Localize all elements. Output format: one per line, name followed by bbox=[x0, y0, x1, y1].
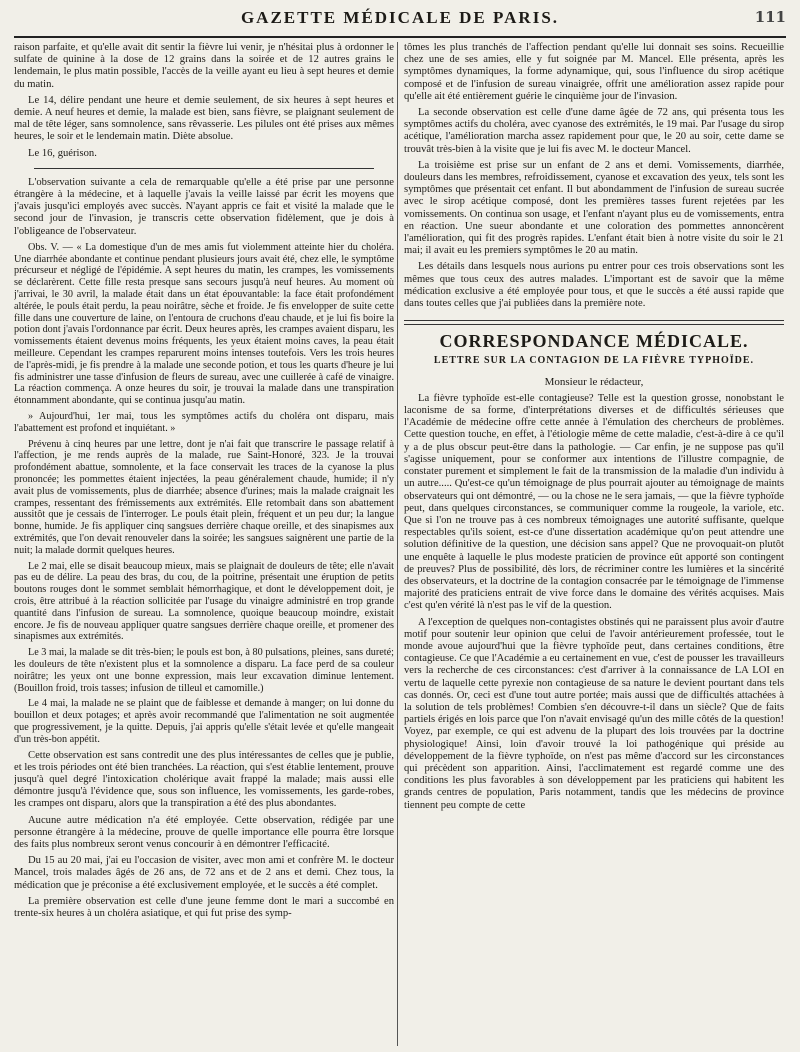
right-paragraph-4: Les détails dans lesquels nous aurions pu entrer pour ces trois observations sont les mêmes que tous ceux des autres malades. L'important est de savoir que la même médication exclusive a été employée pour tous, et que le succès a été aussi rapide que dans toutes celles que j'ai publiées dans la première note. bbox=[404, 261, 784, 310]
left-paragraph-8: Le 2 mai, elle se disait beaucoup mieux, mais se plaignait de douleurs de tête; elle n'avait pas eu de délire. La peau des bras, du cou, de la poitrine, présentait une éruption de petits boutons rouges dont le sommet semblait hémorrhagique, et dont le développement doit, je crois, être attribué à la réaction sollicitée par l'usage du vinaigre administré en trop grande quantité dans l'infusion de sureau. La somnolence, quoique beaucoup moindre, existait encore. Je fis de nouveau appliquer quatre sangsues derrière chaque oreille, et promener des sinapismes aux extrémités. bbox=[14, 560, 394, 643]
left-paragraph-9: Le 3 mai, la malade se dit très-bien; le pouls est bon, à 80 pulsations, pleines, sans dureté; les douleurs de tête n'existent plus et la somnolence a disparu. La face perd de sa couleur noirâtre; les yeux ont une bonne expression, mais leur excavation diminue lentement. (Bouillon froid, trois tasses; infusion de tilleul et camomille.) bbox=[14, 647, 394, 694]
right-paragraph-6: A l'exception de quelques non-contagistes obstinés qui ne paraissent plus avoir d'autre motif pour soutenir leur opinion que celui de l'avoir antérieurement professée, tout le monde avoue aujourd'hui que la fièvre typhoïde peut, dans certaines conditions, être contagieuse. Ce que l'Académie a eu certainement en vue, c'est de pousser les travailleurs vers la recherche de ces circonstances: c'est d'arriver à la connaissance de LA LOI en vertu de laquelle cette pyrexie non contagieuse de sa nature le devient pourtant dans tels cas donnés. Or, ceci est d'une tout autre portée; mais aussi que de difficultés attachées à la solution de tels problèmes! Combien s'en découvre-t-il dans un siècle? Que de faits partiels érigés en lois parce que l'on n'avait envisagé qu'un des mille côtés de la question! Voyez, par exemple, ce qui est advenu de la plupart des lois trouvées par la doctrine physiologique! Ainsi, loin d'avoir trouvé la loi pathogénique qui préside au développement de la fièvre typhoïde, on n'est pas même d'accord sur les circonstances qui précèdent son apparition. Ainsi, l'acclimatement est regardé comme une des conditions les plus favorables à son développement par les praticiens qui habitent les grands centres de population, Paris notamment, tandis que les médecins de province tiennent peu compte de cette bbox=[404, 616, 784, 811]
left-column bbox=[14, 42, 394, 1046]
page-number: 111 bbox=[754, 8, 786, 26]
salutation: Monsieur le rédacteur, bbox=[544, 375, 644, 388]
section-double-rule bbox=[404, 320, 784, 325]
left-paragraph-1: raison parfaite, et qu'elle avait dit sentir la fièvre lui venir, je n'hésitai plus à ordonner le sulfate de quinine à la dose de 12 grains dans la soirée et de 12 autres grains le lendemain, le plus matin possible, l'accès de la veille ayant eu lieu à sept heures et demie du matin. bbox=[14, 42, 394, 90]
left-paragraph-12: Aucune autre médication n'a été employée. Cette observation, rédigée par une personne étrangère à la médecine, prouve de quelle importance elle pourra être lorsque des faits plus nombreux seront venus concourir à en démontrer l'efficacité. bbox=[14, 814, 394, 850]
left-paragraph-10: Le 4 mai, la malade ne se plaint que de faiblesse et demande à manger; on lui donne du bouillon et deux potages; et après avoir recommandé que l'alimentation ne soit augmentée que progressivement, je la quitte. Depuis, j'ai appris qu'elle s'était levée et qu'elle mangeait d'un très-bon appétit. bbox=[14, 698, 394, 745]
separator-rule bbox=[34, 168, 374, 169]
masthead-title: GAZETTE MÉDICALE DE PARIS. bbox=[240, 8, 560, 27]
left-paragraph-14: La première observation est celle d'une jeune femme dont le mari a succombé en trente-six heures à un choléra asiatique, et qui fut prise des symp- bbox=[14, 895, 394, 919]
left-paragraph-13: Du 15 au 20 mai, j'ai eu l'occasion de visiter, avec mon ami et confrère M. le docteur Mancel, trois malades âgés de 26 ans, de 72 ans et de 2 ans et demi. Chez tous, la médication que je préconise a été exclusivement employée, et le succès a été complet. bbox=[14, 855, 394, 891]
left-paragraph-7: Prévenu à cinq heures par une lettre, dont je n'ai fait que transcrire le passage relatif à l'affection, je me rends auprès de la malade, rue Saint-Honoré, 323. Je la trouvai profondément abattue, somnolente, et la face conservait les traces de la cyanose la plus prononcée; les pommettes étaient injectées, la peau généralement chaude, humide; il n'y avait plus de vomissements, plus de diarrhée; absence d'urines; mais la malade craignait les crampes, ressentant des frémissements aux extrémités. Elle retombait dans son abattement aussitôt que je cessais de l'interroger. Le pouls était plein, fréquent et un peu dur; la langue bonne, humide. Je fis appliquer cinq sangsues derrière chaque oreille, et des sinapismes aux extrémités, que l'on devait renouveler dans la soirée; les sangsues saignèrent une partie de la nuit; la malade dormit quelques heures. bbox=[14, 438, 394, 556]
section-title: CORRESPONDANCE MÉDICALE. bbox=[439, 331, 749, 352]
left-paragraph-4: L'observation suivante a cela de remarquable qu'elle a été prise par une personne étrangère à la médecine, et à laquelle j'avais la veille laissé par écrit les moyens que j'avais jusqu'ici employés avec succès. N'ayant appris ce fait et visité la malade que le second jour de l'invasion, je transcris cette observation fidèlement, que je dois à l'obligeance de l'observateur. bbox=[14, 176, 394, 237]
letter-subtitle: LETTRE SUR LA CONTAGION DE LA FIÈVRE TYPHOÏDE. bbox=[433, 355, 755, 367]
observation-v-continued: » Aujourd'hui, 1er mai, tous les symptômes actifs du choléra ont disparu, mais l'abattement est profond et inquiétant. » bbox=[14, 411, 394, 434]
header-rule bbox=[14, 36, 786, 38]
left-paragraph-2: Le 14, délire pendant une heure et demie seulement, de six heures à sept heures et demie. A neuf heures et demie, la malade est bien, sans fièvre, se plaignant seulement de mal de tête léger, sans somnolence, sans rêvasserie. Les pilules ont été prises aux mêmes heures, le soir et le lendemain matin. Diète absolue. bbox=[14, 94, 394, 143]
column-divider bbox=[397, 42, 398, 1046]
right-paragraph-2: La seconde observation est celle d'une dame âgée de 72 ans, qui présenta tous les symptômes actifs du choléra, avec cyanose des extrémités, le 19 mai. Par l'usage du sirop acétique, l'amélioration marcha assez rapidement pour que, le 20 au soir, cette dame se trouvât très-bien à la visite que je lui fis avec M. le docteur Mancel. bbox=[404, 107, 784, 155]
left-paragraph-3: Le 16, guérison. bbox=[28, 147, 97, 159]
right-paragraph-5: La fièvre typhoïde est-elle contagieuse? Telle est la question grosse, nonobstant le laconisme de sa forme, d'interprétations diverses et de difficultés sérieuses que l'Académie de médecine offre cette année à l'émulation des chercheurs de problèmes. Cette question touche, en effet, à l'étiologie même de cette maladie, c'est-à-dire à ce qu'il y a de plus obscur peut-être dans la pathologie. — Car enfin, je ne suppose pas qu'il s'agisse uniquement, pour se conformer aux intentions de l'illustre compagnie, de constater purement et simplement le fait de la transmission de la maladie d'un individu à un autre..... Qu'est-ce qu'un témoignage de plus pourrait ajouter au témoignage de maints observateurs qui ont démontré, — ou la chose ne le sera jamais, — que la fièvre typhoïde peut, dans quelques circonstances, se communiquer comme la rougeole, la variole, etc. Que si l'on ne trouve pas à ces nombreux témoignages une autorité suffisante, quelque respectables qu'ils soient, est-ce d'une dissertation académique qu'on peut attendre une solution définitive de la question, une décision sans appel? Que ne provoquait-on plutôt une enquête à laquelle le plus modeste praticien de province eût apporté son contingent de preuves? Plus de possibilité, dès lors, de récriminer contre les lumières et la sincérité des observateurs, et la doctrine de la contagion consacrée par le témoignage de l'immense majorité des praticiens entrait de vive force dans le domaine des vérités acquises. Mais c'est qu'en vérité là n'est pas le vif de la question. bbox=[404, 392, 784, 612]
right-column bbox=[404, 42, 784, 1046]
left-paragraph-11: Cette observation est sans contredit une des plus intéressantes de celles que je publie, et les trois périodes ont été bien tranchées. La réaction, qui s'est établie lentement, prouve jusqu'à quel degré l'intoxication cholérique avait frappé la malade; mais aussi elle démontre jusqu'à l'évidence que, sous son influence, les vomissements, les garde-robes, les crampes ont disparu, alors que la transpiration a été des plus abondantes. bbox=[14, 749, 394, 810]
right-paragraph-1: tômes les plus tranchés de l'affection pendant qu'elle lui donnait ses soins. Recueillie chez une de ses amies, elle y fut soignée par M. Mancel. Elle présenta, après les symptômes dynamiques, la forme adynamique, qui, sous l'influence du sirop acétique composé et de l'infusion de sureau vinaigrée, offrit une amélioration assez rapide pour qu'elle ait été entièrement guérie le cinquième jour de l'invasion. bbox=[404, 42, 784, 102]
right-paragraph-3: La troisième est prise sur un enfant de 2 ans et demi. Vomissements, diarrhée, douleurs dans les membres, refroidissement, cyanose et excavation des yeux, tels sont les symptômes que présentait cet enfant. Il but abondamment de l'infusion de sureau sucrée avec le sirop acétique composé, dont les premières tasses furent rejetées par les vomissements. On continua son usage, et l'enfant n'ayant plus eu de vomissements, entra en réaction. Une sueur abondante et une coloration des pommettes annoncèrent l'amélioration, qui fit des progrès rapides. L'enfant était bien à notre visite du soir le 21 mai; il avait eu les premiers symptômes le 20 au matin. bbox=[404, 159, 784, 257]
observation-v: Obs. V. — « La domestique d'un de mes amis fut violemment atteinte hier du choléra. Une diarrhée abondante et continue pendant plusieurs jours avait été, chez elle, le symptôme précurseur et négligé de l'épidémie. A sept heures du matin, les crampes, les vomissements se déclarèrent. Cette fille resta presque sans secours jusqu'à neuf heures. Au moment où j'arrivai, le 30 avril, la malade était dans un état épouvantable: la face était profondément altérée, le pouls était perdu, la peau noirâtre, sèche et froide. Je fis envelopper de suite cette fille dans une couverture de laine, on l'entoura de cruchons d'eau chaude, et je lui fis boire la potion dont j'avais l'ordonnance par écrit. Deux heures après, les crampes avaient disparu, les vomissements étaient devenus moins fréquents, les yeux étaient moins caves, la peau était meilleure. Cependant les crampes reparurent moins intenses toutefois. Vers les trois heures de l'après-midi, je fis prendre à la malade une seconde potion, et tous les quarts d'heure je lui fis administrer une tasse d'infusion de fleurs de sureau, avec une cuillerée à café de vinaigre. La réaction commença. A onze heures du soir, je trouvai la malade dans une transpiration étonnamment abondante, qui se continua jusqu'au matin. bbox=[14, 241, 394, 407]
